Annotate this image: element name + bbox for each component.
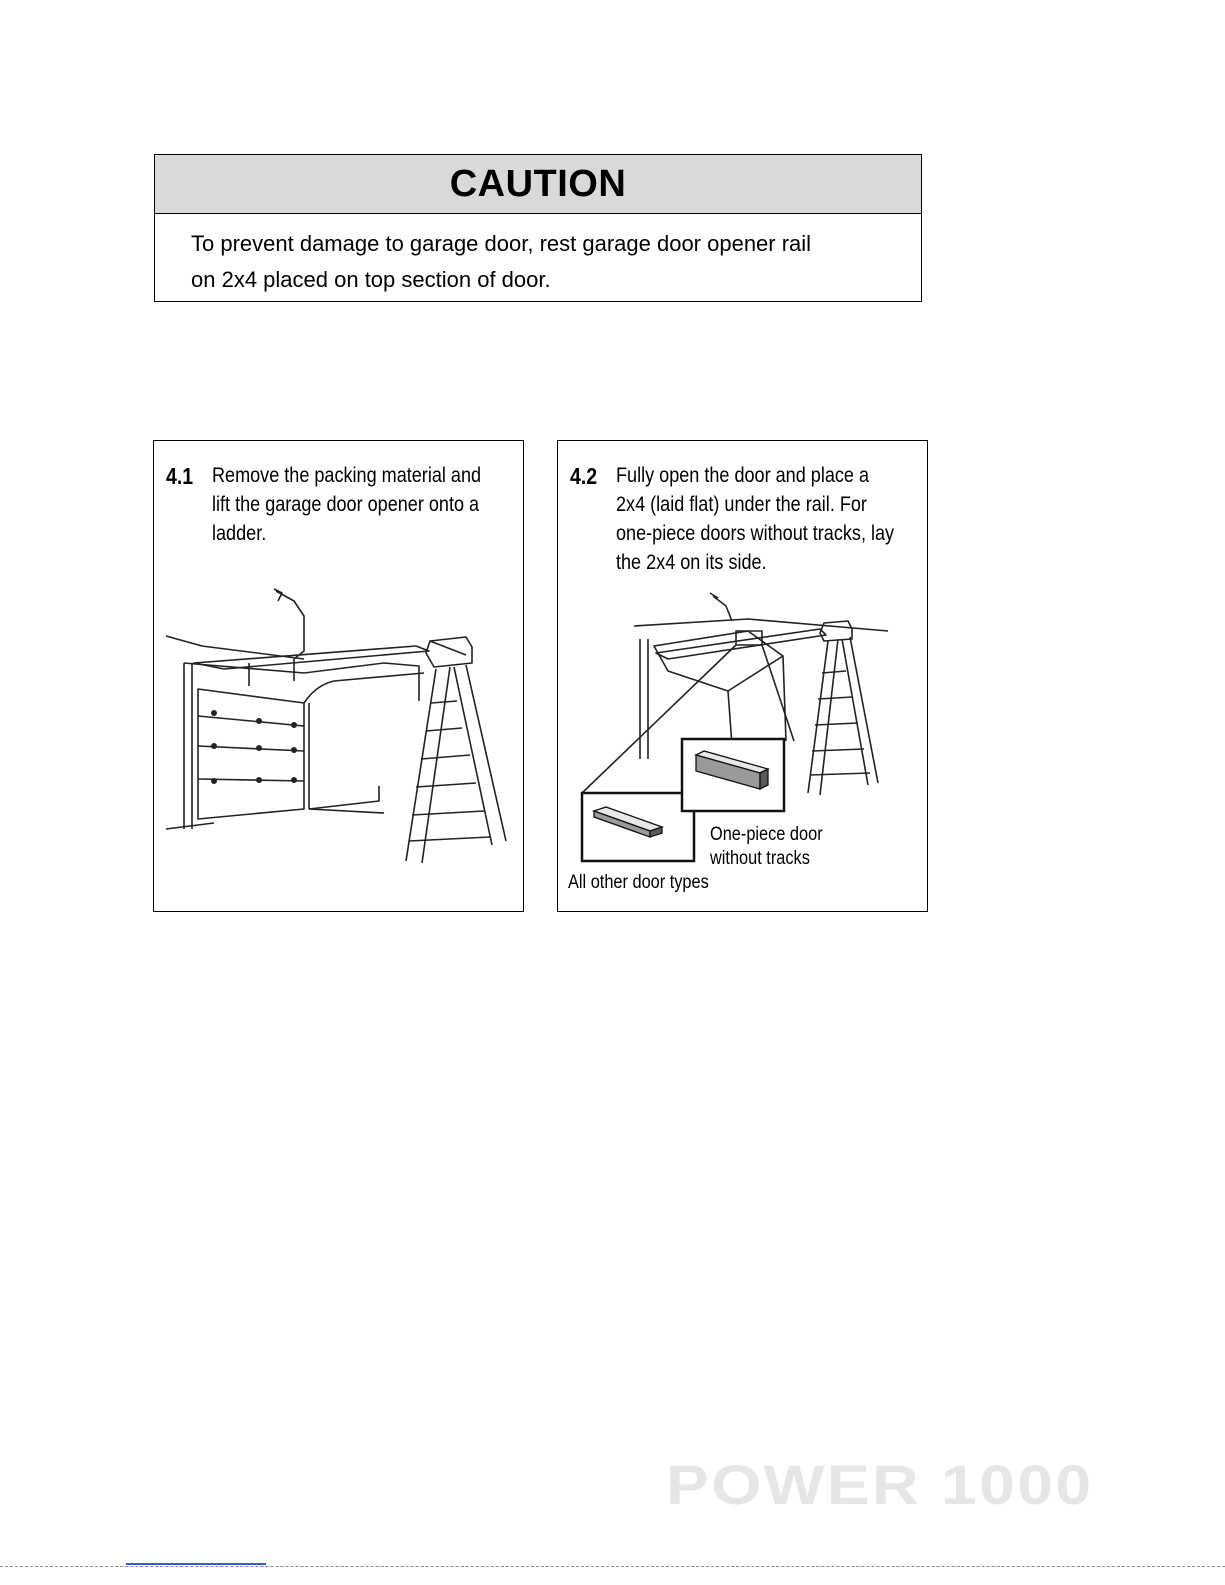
label-line: without tracks bbox=[710, 848, 810, 869]
step-4-2-header bbox=[570, 463, 956, 577]
one-piece-door-label bbox=[710, 823, 823, 871]
step-4-1-panel bbox=[153, 440, 524, 912]
brand-logo: POWER 1000 bbox=[666, 1453, 1094, 1516]
step-line: Remove the packing material and bbox=[212, 464, 482, 487]
step-instructions bbox=[212, 461, 504, 548]
caution-line-1: To prevent damage to garage door, rest garage door opener rail bbox=[191, 231, 812, 256]
caution-box bbox=[154, 154, 922, 302]
step-line: Fully open the door and place a bbox=[616, 464, 870, 487]
step-line: lift the garage door opener onto a bbox=[212, 493, 480, 516]
label-line: One-piece door bbox=[710, 824, 823, 845]
caution-line-2: on 2x4 placed on top section of door. bbox=[191, 267, 551, 292]
step-number: 4.1 bbox=[166, 463, 194, 489]
step-instructions bbox=[616, 461, 908, 577]
step-line: the 2x4 on its side. bbox=[616, 551, 767, 574]
step-line: 2x4 (laid flat) under the rail. For bbox=[616, 493, 867, 516]
caution-title: CAUTION bbox=[155, 155, 921, 214]
step-number: 4.2 bbox=[570, 463, 598, 489]
step-4-1-header bbox=[166, 463, 552, 548]
footer-link-underline bbox=[126, 1563, 266, 1565]
step-line: one-piece doors without tracks, lay bbox=[616, 522, 895, 545]
step-line: ladder. bbox=[212, 522, 267, 545]
caution-text bbox=[155, 214, 921, 298]
step-4-2-panel bbox=[557, 440, 928, 912]
footer-divider bbox=[0, 1566, 1225, 1567]
other-door-types-label: All other door types bbox=[568, 872, 709, 893]
